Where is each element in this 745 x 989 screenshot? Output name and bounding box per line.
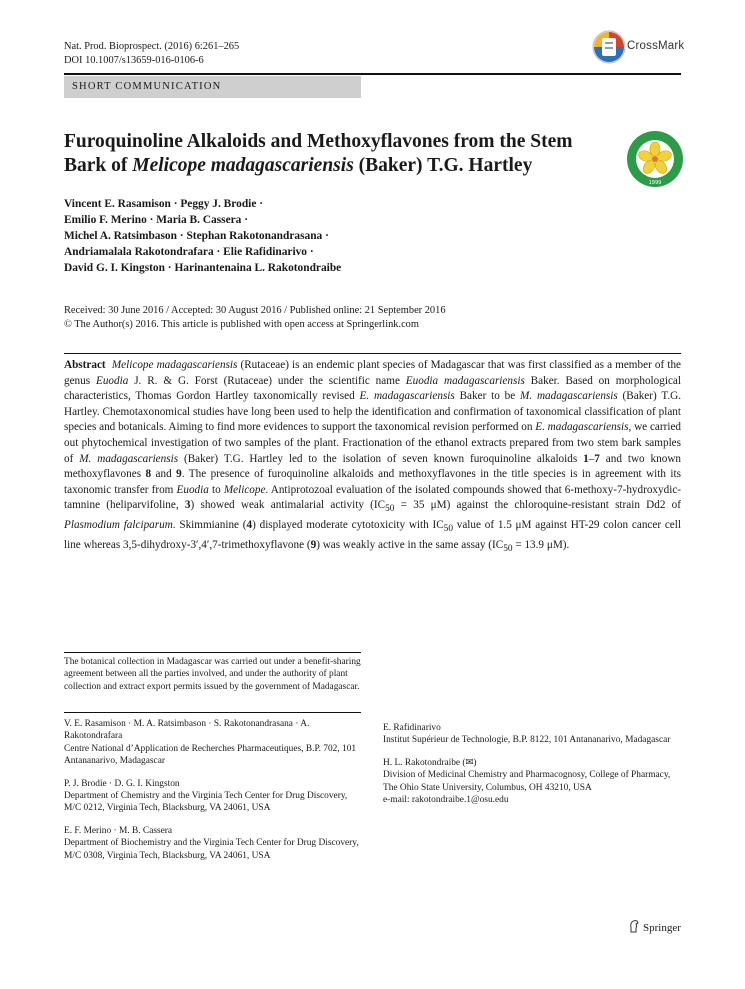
- affiliation-names: H. L. Rakotondraibe (✉): [383, 757, 477, 768]
- journal-reference: Nat. Prod. Bioprospect. (2016) 6:261–265: [64, 41, 240, 52]
- footnote: The botanical collection in Madagascar was carried out under a benefit-sharing agreement between all the parties involved, and under the authority of plant collection and extract export permits issued by the government of Madagascar.: [64, 657, 361, 692]
- subscript: 50: [385, 504, 395, 515]
- affiliation-address: Department of Biochemistry and the Virginia Tech Center for Drug Discovery, M/C 0308, Virginia Tech, Blacksburg, VA 24061, USA: [64, 838, 359, 861]
- abstract-text: (Baker) T.G. Hartley. Chemotaxonomical studies have long been used to help the identification and confirmation of taxonomical classification of plant species and botanicals. Aiming to find more evidences to support the taxonomical revision performed on: [64, 390, 682, 434]
- abstract-text: E. madagascariensis: [359, 390, 455, 403]
- affiliation: [64, 825, 364, 862]
- abstract-text: to: [208, 483, 224, 496]
- abstract-text: Melicope madagascariensis: [111, 359, 238, 371]
- affiliation-address: Department of Chemistry and the Virginia Tech Center for Drug Discovery, M/C 0212, Virginia Tech, Blacksburg, VA 24061, USA: [64, 791, 348, 814]
- abstract-text: (Baker) T.G. Hartley led to the isolation of seven known furoquinoline alkaloids: [178, 452, 584, 465]
- emblem-year: 1999: [648, 180, 662, 186]
- abstract-text: ) was weakly active in the same assay (IC: [316, 539, 504, 551]
- abstract-text: J. R. & G. Forst (Rutaceae) under the scientific name: [128, 374, 406, 387]
- author-line: Michel A. Ratsimbason · Stephan Rakotonandrasana ·: [64, 230, 329, 242]
- abstract-text: (Rutaceae) is an endemic plant species of Madagascar that was first classified as a member of the genus: [64, 359, 682, 387]
- abstract-heading: Abstract: [64, 359, 106, 371]
- abstract-text: M. madagascariensis: [79, 452, 179, 465]
- abstract-text: Baker to be: [454, 390, 521, 403]
- abstract-text: = 13.9 μM).: [512, 539, 570, 551]
- affiliation-names: E. F. Merino · M. B. Cassera: [64, 825, 173, 836]
- abstract-text: Euodia madagascariensis: [405, 374, 525, 387]
- abstract-text: Euodia: [95, 374, 129, 387]
- abstract-text: . Antiprotozoal evaluation of the isolated compounds showed that 6-methoxy-7-hydroxydic-tamnine (heliparvifoline,: [64, 483, 682, 512]
- affiliation-address: Centre National d’Application de Recherches Pharmaceutiques, B.P. 702, 101 Antananarivo, Madagascar: [64, 743, 357, 767]
- abstract-text: –: [588, 452, 595, 465]
- abstract-text: M. madagascariensis: [520, 390, 618, 403]
- title-species: Melicope madagascariensis: [132, 155, 354, 176]
- affiliation: [64, 778, 364, 815]
- abstract-text: ) showed weak antimalarial activity (IC: [190, 499, 386, 512]
- copyright-notice: © The Author(s) 2016. This article is published with open access at Springerlink.com: [64, 318, 419, 330]
- abstract-text: Euodia: [176, 483, 209, 496]
- compound-number: 9: [176, 468, 182, 481]
- title-line-1: Furoquinoline Alkaloids and Methoxyflavones from the Stem: [64, 131, 573, 152]
- abstract-text: . The presence of furoquinoline alkaloids and methoxyflavones in the title species is in agreement with its taxonomic transfer from: [64, 468, 681, 496]
- springer-horse-icon: [628, 919, 640, 933]
- section-label: SHORT COMMUNICATION: [64, 76, 361, 98]
- title-line-2-prefix: Bark of: [64, 155, 133, 176]
- affiliation-names: P. J. Brodie · D. G. I. Kingston: [64, 778, 180, 789]
- affiliation: [383, 757, 683, 807]
- affiliation: [383, 722, 683, 747]
- subscript: 50: [503, 544, 513, 555]
- affiliation-address: Institut Supérieur de Technologie, B.P. 8122, 101 Antananarivo, Madagascar: [383, 735, 671, 746]
- author-list: [64, 196, 664, 276]
- title-line-2-suffix: (Baker) T.G. Hartley: [353, 155, 533, 176]
- subscript: 50: [443, 524, 453, 535]
- abstract-text: = 35 μM) against the chloroquine-resistant strain Dd2 of: [394, 499, 681, 512]
- received-dates: Received: 30 June 2016 / Accepted: 30 August 2016 / Published online: 21 September 2016: [64, 305, 446, 316]
- affiliation-names: E. Rafidinarivo: [383, 723, 441, 733]
- abstract-text: . Skimmianine (: [172, 519, 247, 532]
- crossmark-label: CrossMark: [627, 40, 685, 52]
- abstract-text: ) displayed moderate cytotoxicity with IC: [252, 519, 444, 532]
- publication-dates: [64, 304, 664, 331]
- abstract-text: value of 1.5 μM against HT-29 colon cancer cell line whereas 3,5-dihydroxy-3′,4′,7-trimethoxyflavone (: [64, 519, 681, 551]
- affiliation-rule: [64, 712, 361, 713]
- compound-number: 8: [145, 468, 152, 481]
- abstract-text: Plasmodium falciparum: [64, 519, 173, 532]
- abstract-text: and two known methoxyflavones: [64, 452, 681, 481]
- corresponding-email[interactable]: e-mail: rakotondraibe.1@osu.edu: [383, 795, 509, 806]
- abstract-text: Baker. Based on morphological characteristics, Thomas Gordon Hartley taxonomically revised: [64, 374, 681, 403]
- author-line: David G. I. Kingston · Harinantenaina L. Rakotondraibe: [64, 262, 342, 274]
- author-line: Andriamalala Rakotondrafara · Elie Rafidinarivo ·: [64, 246, 314, 258]
- publisher-name: Springer: [643, 922, 681, 934]
- author-line: Vincent E. Rasamison · Peggy J. Brodie ·: [64, 198, 264, 210]
- publisher-logo: [628, 919, 681, 934]
- affiliation-address: Division of Medicinal Chemistry and Pharmacognosy, College of Pharmacy, The Ohio State University, Columbus, OH 43210, USA: [383, 770, 671, 793]
- compound-number: 7: [594, 452, 600, 465]
- affiliations-right: [383, 722, 683, 816]
- abstract-rule: [64, 353, 681, 354]
- affiliations-left: [64, 718, 364, 872]
- compound-number: 1: [583, 452, 589, 465]
- abstract-text: , we carried out phytochemical investigation of two samples of the plant. Fractionation of the ethanol extracts prepared from two stem bark samples of: [64, 421, 681, 465]
- author-line: Emilio F. Merino · Maria B. Cassera ·: [64, 214, 249, 226]
- article-title: [64, 130, 624, 178]
- footnote-rule: [64, 652, 361, 653]
- compound-number: 4: [246, 519, 253, 532]
- compound-number: 3: [184, 499, 191, 512]
- header-rule: [64, 73, 681, 75]
- abstract-text: Melicope: [223, 483, 266, 496]
- affiliation-names: V. E. Rasamison · M. A. Ratsimbason · S. Rakotonandrasana · A. Rakotondrafara: [64, 719, 310, 742]
- abstract-text: E. madagascariensis: [535, 421, 629, 434]
- doi[interactable]: DOI 10.1007/s13659-016-0106-6: [64, 55, 204, 66]
- society-emblem-icon: [626, 130, 684, 188]
- abstract-text: and: [151, 468, 177, 481]
- compound-number: 9: [310, 539, 317, 551]
- affiliation: [64, 718, 364, 768]
- abstract: [64, 358, 681, 558]
